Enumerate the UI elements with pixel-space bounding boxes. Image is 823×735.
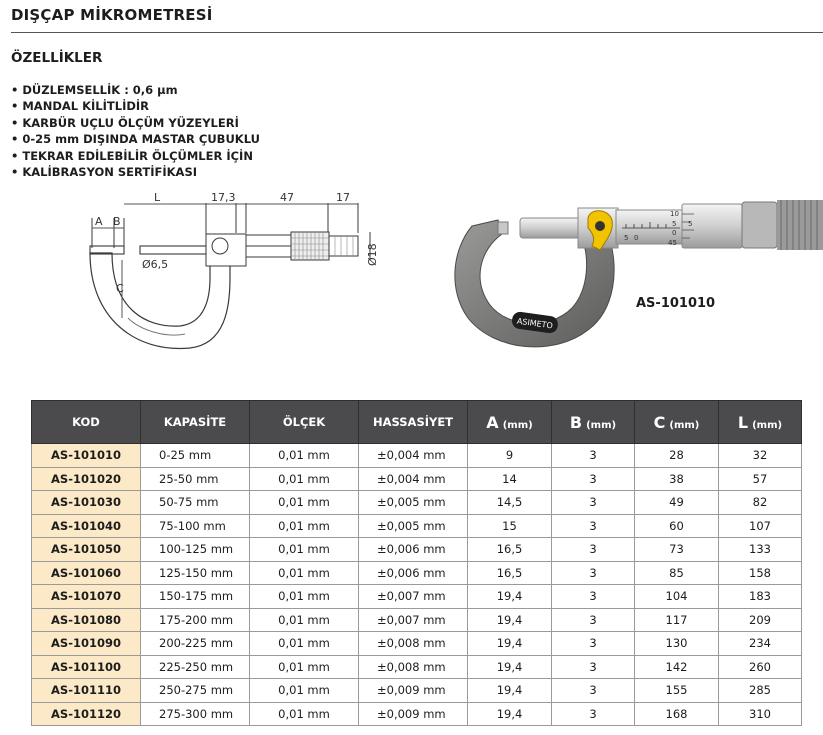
cell-olcek: 0,01 mm (250, 444, 359, 468)
cell-b: 3 (552, 702, 635, 726)
cell-b: 3 (552, 444, 635, 468)
feature-item: • TEKRAR EDİLEBİLİR ÖLÇÜMLER İÇİN (11, 148, 260, 164)
cell-kapasite: 25-50 mm (141, 467, 250, 491)
scale-number: 45 (668, 239, 677, 247)
cell-kod: AS-101010 (32, 444, 141, 468)
cell-c: 155 (635, 679, 719, 703)
cell-kapasite: 275-300 mm (141, 702, 250, 726)
cell-l: 133 (719, 538, 802, 562)
cell-hassasiyet: ±0,006 mm (359, 561, 468, 585)
brand-logo-text: ASIMETO (516, 316, 554, 331)
cell-l: 183 (719, 585, 802, 609)
cell-c: 73 (635, 538, 719, 562)
cell-hassasiyet: ±0,008 mm (359, 655, 468, 679)
cell-hassasiyet: ±0,004 mm (359, 467, 468, 491)
cell-l: 57 (719, 467, 802, 491)
cell-l: 310 (719, 702, 802, 726)
cell-hassasiyet: ±0,004 mm (359, 444, 468, 468)
table-row (32, 491, 802, 515)
feature-item: • 0-25 mm DIŞINDA MASTAR ÇUBUKLU (11, 131, 260, 147)
cell-olcek: 0,01 mm (250, 538, 359, 562)
feature-item: • KARBÜR UÇLU ÖLÇÜM YÜZEYLERİ (11, 115, 260, 131)
cell-a: 19,4 (468, 702, 552, 726)
cell-kod: AS-101080 (32, 608, 141, 632)
cell-hassasiyet: ±0,005 mm (359, 514, 468, 538)
cell-kapasite: 225-250 mm (141, 655, 250, 679)
cell-l: 158 (719, 561, 802, 585)
cell-l: 285 (719, 679, 802, 703)
cell-b: 3 (552, 679, 635, 703)
scale-number: 0 (634, 234, 639, 242)
cell-c: 117 (635, 608, 719, 632)
cell-b: 3 (552, 585, 635, 609)
cell-kapasite: 250-275 mm (141, 679, 250, 703)
cell-olcek: 0,01 mm (250, 491, 359, 515)
feature-item: • MANDAL KİLİTLİDİR (11, 98, 260, 114)
cell-olcek: 0,01 mm (250, 585, 359, 609)
cell-a: 14,5 (468, 491, 552, 515)
cell-c: 130 (635, 632, 719, 656)
cell-c: 28 (635, 444, 719, 468)
cell-c: 168 (635, 702, 719, 726)
cell-kod: AS-101040 (32, 514, 141, 538)
cell-l: 209 (719, 608, 802, 632)
scale-number: 5 (672, 220, 677, 228)
cell-a: 9 (468, 444, 552, 468)
cell-kapasite: 175-200 mm (141, 608, 250, 632)
cell-kapasite: 50-75 mm (141, 491, 250, 515)
dim-label-a: A (95, 215, 103, 228)
cell-l: 234 (719, 632, 802, 656)
cell-hassasiyet: ±0,005 mm (359, 491, 468, 515)
cell-olcek: 0,01 mm (250, 467, 359, 491)
cell-olcek: 0,01 mm (250, 514, 359, 538)
cell-l: 32 (719, 444, 802, 468)
cell-hassasiyet: ±0,007 mm (359, 585, 468, 609)
cell-kapasite: 75-100 mm (141, 514, 250, 538)
table-row (32, 538, 802, 562)
cell-b: 3 (552, 514, 635, 538)
cell-kapasite: 150-175 mm (141, 585, 250, 609)
cell-b: 3 (552, 467, 635, 491)
title-divider (11, 32, 823, 33)
cell-kapasite: 100-125 mm (141, 538, 250, 562)
cell-c: 142 (635, 655, 719, 679)
cell-a: 14 (468, 467, 552, 491)
table-row (32, 561, 802, 585)
micrometer-product-image (450, 200, 823, 360)
header-a: A (mm) (468, 401, 552, 444)
cell-hassasiyet: ±0,009 mm (359, 702, 468, 726)
dim-label-47: 47 (280, 191, 294, 204)
dim-label-17: 17 (336, 191, 350, 204)
cell-kod: AS-101090 (32, 632, 141, 656)
feature-item: • DÜZLEMSELLİK : 0,6 µm (11, 82, 260, 98)
table-row (32, 585, 802, 609)
cell-kod: AS-101110 (32, 679, 141, 703)
cell-olcek: 0,01 mm (250, 632, 359, 656)
cell-b: 3 (552, 538, 635, 562)
header-olcek: ÖLÇEK (250, 401, 359, 444)
cell-kod: AS-101100 (32, 655, 141, 679)
table-row (32, 514, 802, 538)
cell-b: 3 (552, 491, 635, 515)
cell-olcek: 0,01 mm (250, 608, 359, 632)
feature-item: • KALİBRASYON SERTİFİKASI (11, 164, 260, 180)
header-c: C (mm) (635, 401, 719, 444)
table-row (32, 467, 802, 491)
cell-a: 19,4 (468, 632, 552, 656)
cell-kod: AS-101120 (32, 702, 141, 726)
cell-olcek: 0,01 mm (250, 702, 359, 726)
cell-a: 19,4 (468, 679, 552, 703)
cell-kod: AS-101030 (32, 491, 141, 515)
cell-a: 19,4 (468, 655, 552, 679)
cell-a: 16,5 (468, 561, 552, 585)
header-l: L (mm) (719, 401, 802, 444)
cell-a: 19,4 (468, 585, 552, 609)
cell-l: 107 (719, 514, 802, 538)
header-kapasite: KAPASİTE (141, 401, 250, 444)
product-code-label: AS-101010 (636, 296, 716, 311)
micrometer-technical-drawing (70, 188, 400, 363)
header-kod: KOD (32, 401, 141, 444)
dim-label-b: B (113, 215, 121, 228)
cell-hassasiyet: ±0,009 mm (359, 679, 468, 703)
features-list (11, 82, 260, 180)
cell-c: 85 (635, 561, 719, 585)
cell-a: 16,5 (468, 538, 552, 562)
cell-kapasite: 0-25 mm (141, 444, 250, 468)
table-row (32, 608, 802, 632)
cell-b: 3 (552, 632, 635, 656)
cell-c: 104 (635, 585, 719, 609)
dim-label-dia-6-5: Ø6,5 (142, 258, 169, 271)
cell-a: 19,4 (468, 608, 552, 632)
cell-olcek: 0,01 mm (250, 561, 359, 585)
cell-b: 3 (552, 608, 635, 632)
header-b: B (mm) (552, 401, 635, 444)
cell-c: 49 (635, 491, 719, 515)
cell-l: 82 (719, 491, 802, 515)
cell-olcek: 0,01 mm (250, 679, 359, 703)
cell-hassasiyet: ±0,008 mm (359, 632, 468, 656)
cell-olcek: 0,01 mm (250, 655, 359, 679)
cell-kapasite: 125-150 mm (141, 561, 250, 585)
dim-label-17-3: 17,3 (211, 191, 236, 204)
features-title: ÖZELLİKLER (11, 50, 103, 66)
cell-hassasiyet: ±0,007 mm (359, 608, 468, 632)
scale-number: 0 (672, 229, 677, 237)
scale-number: 5 (688, 220, 693, 228)
table-row (32, 444, 802, 468)
cell-c: 60 (635, 514, 719, 538)
header-hassasiyet: HASSASİYET (359, 401, 468, 444)
cell-kod: AS-101050 (32, 538, 141, 562)
scale-number: 5 (624, 234, 629, 242)
table-row (32, 655, 802, 679)
dim-label-dia-18: Ø18 (366, 243, 379, 266)
cell-a: 15 (468, 514, 552, 538)
scale-number: 10 (670, 210, 679, 218)
table-row (32, 679, 802, 703)
dim-label-l: L (154, 191, 161, 204)
cell-l: 260 (719, 655, 802, 679)
cell-kod: AS-101020 (32, 467, 141, 491)
cell-kapasite: 200-225 mm (141, 632, 250, 656)
dim-label-c: C (116, 282, 124, 295)
table-header-row (32, 401, 802, 444)
cell-b: 3 (552, 655, 635, 679)
specification-table (31, 400, 802, 726)
table-row (32, 632, 802, 656)
cell-hassasiyet: ±0,006 mm (359, 538, 468, 562)
table-row (32, 702, 802, 726)
page-title: DIŞÇAP MİKROMETRESİ (11, 6, 213, 24)
cell-b: 3 (552, 561, 635, 585)
cell-kod: AS-101070 (32, 585, 141, 609)
cell-c: 38 (635, 467, 719, 491)
cell-kod: AS-101060 (32, 561, 141, 585)
